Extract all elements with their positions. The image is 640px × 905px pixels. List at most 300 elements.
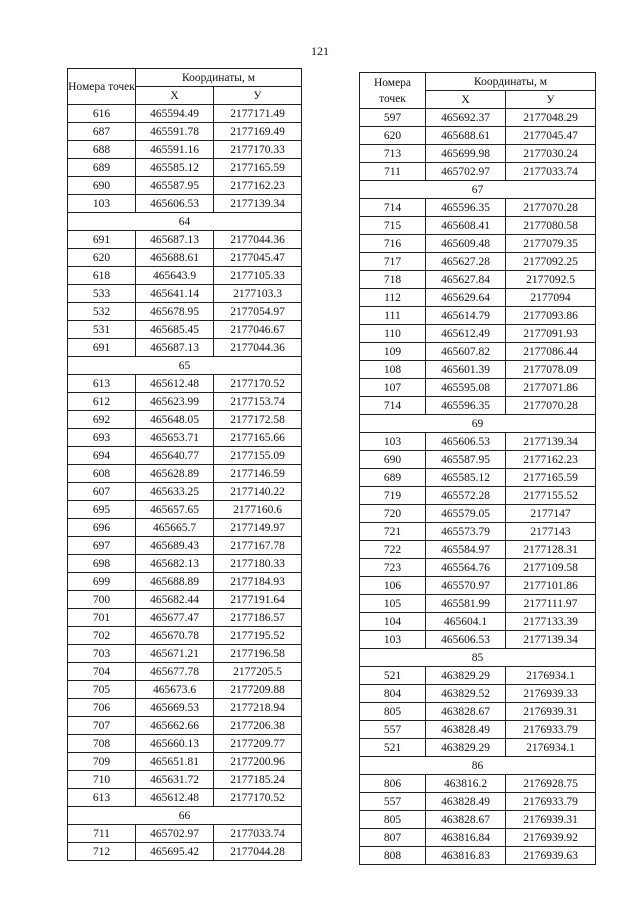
coord-x: 465572.28 [426,487,506,505]
coord-x: 465627.84 [426,271,506,289]
table-row [360,433,596,451]
table-row [360,739,596,757]
point-number: 712 [68,843,136,861]
coord-x: 465573.79 [426,523,506,541]
coord-y: 2177045.47 [214,249,302,267]
coord-x: 465643.9 [136,267,214,285]
point-number: 108 [360,361,426,379]
coord-y: 2177139.34 [506,433,596,451]
point-number: 557 [360,793,426,811]
coord-y: 2177080.58 [506,217,596,235]
coord-x: 465596.35 [426,199,506,217]
table-row [360,847,596,865]
table-row [360,505,596,523]
coord-y: 2177079.35 [506,235,596,253]
coord-x: 465594.49 [136,105,214,123]
coord-x: 465587.95 [136,177,214,195]
table-row [68,339,302,357]
coord-y: 2177146.59 [214,465,302,483]
table-row [360,703,596,721]
coord-y: 2177218.94 [214,699,302,717]
coord-y: 2177139.34 [214,195,302,213]
table-row [360,613,596,631]
coord-y: 2177162.23 [214,177,302,195]
coord-x: 463816.2 [426,775,506,793]
point-number: 706 [68,699,136,717]
coord-y: 2177149.97 [214,519,302,537]
table-row [68,555,302,573]
point-number: 613 [68,375,136,393]
coord-y: 2177109.58 [506,559,596,577]
table-row [360,487,596,505]
coord-x: 465623.99 [136,393,214,411]
coord-x: 465682.44 [136,591,214,609]
coord-x: 463829.52 [426,685,506,703]
coord-x: 465612.49 [426,325,506,343]
coord-x: 465688.61 [136,249,214,267]
point-number: 103 [360,631,426,649]
table-row [360,343,596,361]
coord-y: 2176939.31 [506,811,596,829]
point-number: 687 [68,123,136,141]
coordinates-table-right [359,72,596,865]
point-number: 618 [68,267,136,285]
table-row [68,231,302,249]
coord-y: 2177101.86 [506,577,596,595]
coord-x: 465671.21 [136,645,214,663]
coord-y: 2177139.34 [506,631,596,649]
coord-x: 465653.71 [136,429,214,447]
coord-y: 2177206.38 [214,717,302,735]
header-y: У [506,91,596,109]
point-number: 607 [68,483,136,501]
coord-y: 2177111.97 [506,595,596,613]
section-row [68,213,302,231]
point-number: 110 [360,325,426,343]
coord-y: 2177078.09 [506,361,596,379]
coord-y: 2176934.1 [506,667,596,685]
point-number: 721 [360,523,426,541]
point-number: 107 [360,379,426,397]
table-row [68,447,302,465]
coord-x: 463816.84 [426,829,506,847]
table-row [360,559,596,577]
coord-x: 465641.14 [136,285,214,303]
section-row [360,757,596,775]
table-row [68,519,302,537]
coord-y: 2177046.67 [214,321,302,339]
coord-x: 465640.77 [136,447,214,465]
coord-y: 2177133.39 [506,613,596,631]
point-number: 717 [360,253,426,271]
point-number: 109 [360,343,426,361]
coord-x: 465581.99 [426,595,506,613]
point-number: 690 [360,451,426,469]
coord-y: 2177153.74 [214,393,302,411]
table-row [360,631,596,649]
point-number: 616 [68,105,136,123]
coord-x: 465629.64 [426,289,506,307]
point-number: 702 [68,627,136,645]
coord-x: 465608.41 [426,217,506,235]
table-row [68,267,302,285]
table-row [360,793,596,811]
table-row [68,753,302,771]
coord-x: 465585.12 [136,159,214,177]
coord-y: 2176933.79 [506,721,596,739]
point-number: 691 [68,231,136,249]
coord-y: 2177162.23 [506,451,596,469]
table-row [360,811,596,829]
table-row [68,303,302,321]
table-row [360,145,596,163]
coord-y: 2177091.93 [506,325,596,343]
coord-x: 465595.08 [426,379,506,397]
section-row [360,649,596,667]
table-row [360,451,596,469]
table-row [68,789,302,807]
table-row [68,195,302,213]
section-number: 85 [360,649,596,667]
point-number: 723 [360,559,426,577]
table-row [360,541,596,559]
point-number: 692 [68,411,136,429]
table-row [360,253,596,271]
coord-y: 2177140.22 [214,483,302,501]
point-number: 620 [360,127,426,145]
coord-x: 463828.67 [426,703,506,721]
coord-y: 2177165.59 [506,469,596,487]
coord-y: 2177054.97 [214,303,302,321]
header-coordinates: Координаты, м [136,69,302,87]
coord-y: 2177045.47 [506,127,596,145]
coord-x: 465584.97 [426,541,506,559]
table-row [68,141,302,159]
coord-x: 463828.67 [426,811,506,829]
table-row [360,235,596,253]
coord-x: 465601.39 [426,361,506,379]
table-row [68,105,302,123]
point-number: 557 [360,721,426,739]
table-row [360,397,596,415]
coord-x: 463829.29 [426,739,506,757]
coord-x: 465702.97 [426,163,506,181]
point-number: 608 [68,465,136,483]
table-row [68,699,302,717]
table-row [68,501,302,519]
section-row [360,181,596,199]
section-number: 69 [360,415,596,433]
header-point-numbers: Номера точек [68,69,136,105]
coord-y: 2177196.58 [214,645,302,663]
coord-x: 465662.66 [136,717,214,735]
point-number: 718 [360,271,426,289]
coord-x: 465627.28 [426,253,506,271]
section-row [68,357,302,375]
coord-y: 2177169.49 [214,123,302,141]
table-row [360,109,596,127]
section-number: 67 [360,181,596,199]
table-row [360,577,596,595]
coordinates-table-left [67,68,302,861]
table-row [360,379,596,397]
table-row [360,595,596,613]
coord-x: 465677.78 [136,663,214,681]
coord-y: 2177160.6 [214,501,302,519]
coord-y: 2177048.29 [506,109,596,127]
table-row [360,667,596,685]
header-point-numbers: Номера точек [360,73,426,109]
point-number: 704 [68,663,136,681]
point-number: 703 [68,645,136,663]
coord-x: 465604.1 [426,613,506,631]
table-row [360,199,596,217]
coord-y: 2177165.66 [214,429,302,447]
point-number: 103 [360,433,426,451]
point-number: 714 [360,199,426,217]
coord-x: 465648.05 [136,411,214,429]
coord-x: 463828.49 [426,721,506,739]
coord-y: 2177170.52 [214,789,302,807]
table-row [68,429,302,447]
coord-y: 2177071.86 [506,379,596,397]
coord-x: 465633.25 [136,483,214,501]
coord-x: 465673.6 [136,681,214,699]
coord-x: 465609.48 [426,235,506,253]
coord-x: 465591.16 [136,141,214,159]
coord-y: 2177184.93 [214,573,302,591]
point-number: 710 [68,771,136,789]
page-number: 121 [311,44,329,58]
coord-x: 465682.13 [136,555,214,573]
point-number: 698 [68,555,136,573]
coord-y: 2177195.52 [214,627,302,645]
coord-y: 2176934.1 [506,739,596,757]
point-number: 707 [68,717,136,735]
section-number: 66 [68,807,302,825]
coord-x: 465657.65 [136,501,214,519]
table-row [360,217,596,235]
coord-x: 465591.78 [136,123,214,141]
point-number: 105 [360,595,426,613]
coord-x: 465587.95 [426,451,506,469]
header-x: X [136,87,214,105]
coord-x: 465699.98 [426,145,506,163]
point-number: 713 [360,145,426,163]
coord-x: 465614.79 [426,307,506,325]
table-row [360,307,596,325]
point-number: 708 [68,735,136,753]
coord-y: 2177185.24 [214,771,302,789]
table-row [68,177,302,195]
coord-y: 2177209.77 [214,735,302,753]
point-number: 711 [68,825,136,843]
point-number: 720 [360,505,426,523]
coord-x: 465631.72 [136,771,214,789]
coord-y: 2177044.36 [214,231,302,249]
table-row [68,645,302,663]
coord-x: 465606.53 [136,195,214,213]
coord-x: 465695.42 [136,843,214,861]
header-y: У [214,87,302,105]
coord-y: 2177128.31 [506,541,596,559]
point-number: 104 [360,613,426,631]
coord-x: 465678.95 [136,303,214,321]
coord-x: 463829.29 [426,667,506,685]
table-row [360,775,596,793]
coord-y: 2177170.33 [214,141,302,159]
coord-x: 465692.37 [426,109,506,127]
point-number: 521 [360,739,426,757]
table-row [68,465,302,483]
table-row [360,469,596,487]
coord-x: 465688.61 [426,127,506,145]
coord-y: 2177167.78 [214,537,302,555]
point-number: 106 [360,577,426,595]
coord-y: 2177209.88 [214,681,302,699]
coord-y: 2177070.28 [506,199,596,217]
coord-y: 2177105.33 [214,267,302,285]
coord-x: 463816.83 [426,847,506,865]
table-row [68,393,302,411]
coord-x: 465677.47 [136,609,214,627]
table-row [68,825,302,843]
table-row [360,289,596,307]
point-number: 805 [360,703,426,721]
point-number: 689 [68,159,136,177]
section-number: 86 [360,757,596,775]
point-number: 722 [360,541,426,559]
point-number: 111 [360,307,426,325]
coord-y: 2176939.92 [506,829,596,847]
point-number: 709 [68,753,136,771]
table-row [360,685,596,703]
point-number: 715 [360,217,426,235]
coord-y: 2177070.28 [506,397,596,415]
coord-y: 2177086.44 [506,343,596,361]
table-row [68,717,302,735]
point-number: 714 [360,397,426,415]
point-number: 693 [68,429,136,447]
point-number: 700 [68,591,136,609]
point-number: 620 [68,249,136,267]
point-number: 112 [360,289,426,307]
coord-x: 465651.81 [136,753,214,771]
coord-y: 2177172.58 [214,411,302,429]
point-number: 699 [68,573,136,591]
point-number: 711 [360,163,426,181]
coord-x: 465660.13 [136,735,214,753]
coord-y: 2177143 [506,523,596,541]
table-row [68,249,302,267]
coord-y: 2177165.59 [214,159,302,177]
coord-x: 465606.53 [426,631,506,649]
table-row [360,361,596,379]
coord-x: 465687.13 [136,231,214,249]
table-row [68,681,302,699]
coord-x: 465596.35 [426,397,506,415]
coord-y: 2177033.74 [214,825,302,843]
coord-y: 2177170.52 [214,375,302,393]
table-row [68,591,302,609]
coord-y: 2177094 [506,289,596,307]
table-row [68,735,302,753]
point-number: 716 [360,235,426,253]
coord-x: 465670.78 [136,627,214,645]
table-row [68,321,302,339]
table-row [360,829,596,847]
coord-y: 2177180.33 [214,555,302,573]
coord-y: 2177147 [506,505,596,523]
table-row [68,123,302,141]
table-row [68,573,302,591]
coord-y: 2177093.86 [506,307,596,325]
table-row [360,163,596,181]
coord-y: 2176939.63 [506,847,596,865]
coord-y: 2177103.3 [214,285,302,303]
coord-x: 465702.97 [136,825,214,843]
table-row [68,537,302,555]
point-number: 701 [68,609,136,627]
coord-x: 465564.76 [426,559,506,577]
coord-y: 2177205.5 [214,663,302,681]
table-row [68,411,302,429]
coord-y: 2177044.28 [214,843,302,861]
point-number: 719 [360,487,426,505]
table-row [360,127,596,145]
coord-x: 465612.48 [136,789,214,807]
coord-y: 2176939.33 [506,685,596,703]
table-row [68,627,302,645]
coord-x: 463828.49 [426,793,506,811]
point-number: 696 [68,519,136,537]
coord-y: 2177155.09 [214,447,302,465]
point-number: 697 [68,537,136,555]
point-number: 533 [68,285,136,303]
coord-y: 2177191.64 [214,591,302,609]
point-number: 531 [68,321,136,339]
point-number: 103 [68,195,136,213]
coord-x: 465688.89 [136,573,214,591]
coord-x: 465685.45 [136,321,214,339]
table-row [68,663,302,681]
table-row [68,159,302,177]
table-row [68,843,302,861]
point-number: 808 [360,847,426,865]
coord-x: 465606.53 [426,433,506,451]
section-number: 65 [68,357,302,375]
coord-y: 2177033.74 [506,163,596,181]
point-number: 805 [360,811,426,829]
coord-y: 2177092.25 [506,253,596,271]
point-number: 689 [360,469,426,487]
coord-x: 465628.89 [136,465,214,483]
coord-x: 465612.48 [136,375,214,393]
coord-x: 465669.53 [136,699,214,717]
point-number: 612 [68,393,136,411]
coord-y: 2177030.24 [506,145,596,163]
coord-x: 465585.12 [426,469,506,487]
point-number: 691 [68,339,136,357]
table-row [360,523,596,541]
coord-x: 465665.7 [136,519,214,537]
table-row [68,483,302,501]
point-number: 807 [360,829,426,847]
table-row [68,609,302,627]
coord-y: 2177171.49 [214,105,302,123]
point-number: 694 [68,447,136,465]
coord-y: 2176939.31 [506,703,596,721]
